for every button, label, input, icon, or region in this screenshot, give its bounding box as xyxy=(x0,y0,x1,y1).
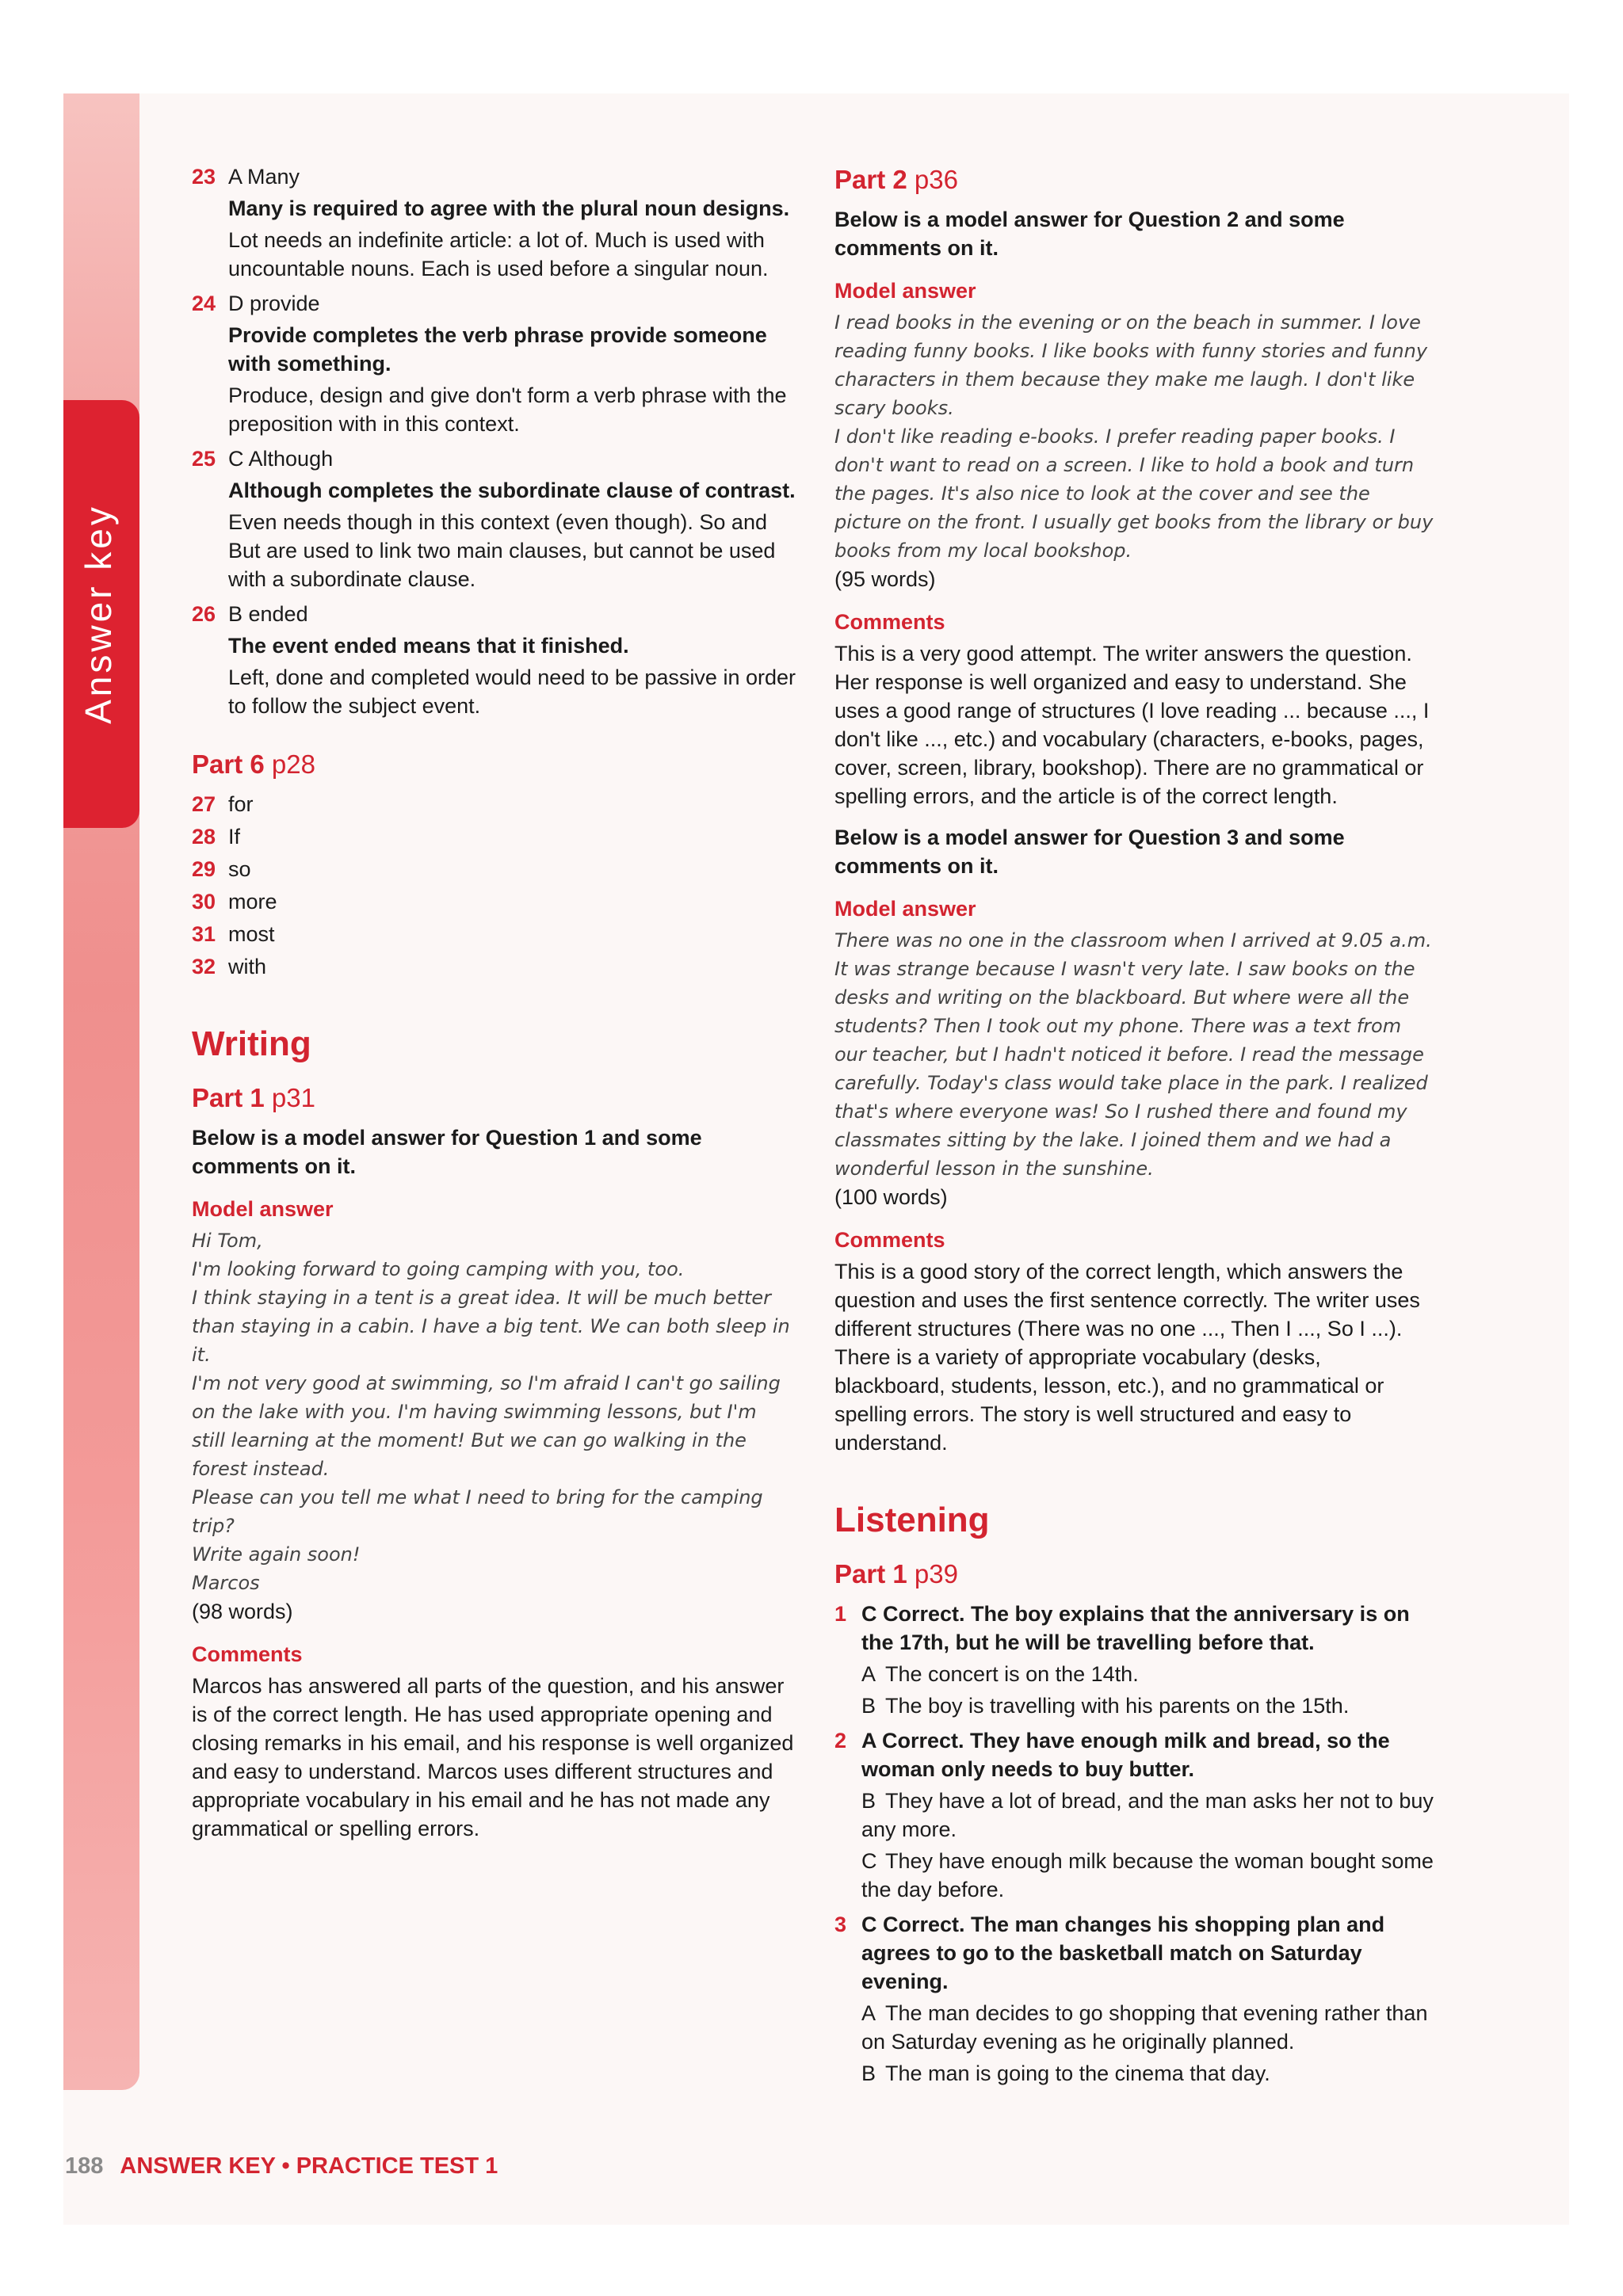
question-number: 1 xyxy=(834,1602,847,1626)
list-item xyxy=(192,952,796,981)
question-number: 27 xyxy=(192,792,216,816)
email-line: I'm looking forward to going camping with you, too. xyxy=(192,1258,685,1280)
question-number: 23 xyxy=(192,165,216,189)
option-text: The boy is travelling with his parents on the 15th. xyxy=(885,1694,1350,1718)
email-line: Write again soon! xyxy=(192,1543,361,1566)
part-6-heading xyxy=(192,747,796,782)
answer-word: so xyxy=(228,857,251,881)
email-line: I think staying in a tent is a great idea. It will be much better than staying in a cabin. I have a big tent. We can both sleep in it. xyxy=(192,1287,790,1366)
listening-part-1-heading xyxy=(834,1557,1435,1592)
list-item xyxy=(192,887,796,916)
part-label: Part 6 xyxy=(192,749,265,779)
part-label: Part 2 xyxy=(834,165,907,194)
word-count: (98 words) xyxy=(192,1600,293,1623)
option-letter: A xyxy=(861,2001,876,2025)
page-footer xyxy=(65,2153,498,2180)
question-answer: C Correct. The boy explains that the anniversary is on the 17th, but he will be travelling before that. xyxy=(861,1602,1410,1654)
answer-word: for xyxy=(228,792,254,816)
question-number: 26 xyxy=(192,602,216,626)
comments-text: This is a good story of the correct length, which answers the question and uses the first sentence correctly. The writer uses different structures (There was no one ..., Then I ..., So I ...). There is a variety of appropriate vocabulary (desks, blackboard, students, lesson, etc.), and no grammatical or spelling errors. The story is well structured and easy to understand. xyxy=(834,1260,1420,1455)
answer-explanation: The event ended means that it finished. xyxy=(228,634,629,658)
question-body xyxy=(228,289,796,441)
listening-question-3 xyxy=(834,1910,1435,2091)
comments-heading: Comments xyxy=(834,1228,945,1252)
question-body xyxy=(861,1910,1435,2091)
question-number: 32 xyxy=(192,955,216,978)
email-line: Hi Tom, xyxy=(192,1230,263,1252)
answer-note: Produce, design and give don't form a verb phrase with the preposition with in this context. xyxy=(228,383,787,436)
answer-explanation: Many is required to agree with the plural noun designs. xyxy=(228,196,790,220)
part-page: p36 xyxy=(914,165,958,194)
question-body xyxy=(861,1726,1435,1907)
answer-note xyxy=(861,1787,1435,1844)
decorative-side-strip xyxy=(63,93,139,2090)
answer-note xyxy=(861,1660,1435,1688)
comments-text: Marcos has answered all parts of the question, and his answer is of the correct length. He has used appropriate opening and closing remarks in his email, and his response is well organized and easy to understand. Marcos uses different structures and appropriate vocabulary in his email and he has not made any grammatical or spelling errors. xyxy=(192,1674,794,1840)
left-column xyxy=(192,162,796,1843)
question-answer: A Many xyxy=(228,165,300,189)
answer-key-tab-label: Answer key xyxy=(78,504,119,724)
part-page: p28 xyxy=(271,749,315,779)
question-number: 30 xyxy=(192,890,216,913)
answer-note: Left, done and completed would need to be passive in order to follow the subject event. xyxy=(228,666,796,718)
model-paragraph: I read books in the evening or on the beach in summer. I love reading funny books. I like books with funny stories and funny characters in them because they make me laugh. I don't like scary books. xyxy=(834,311,1428,419)
part-2-heading xyxy=(834,162,1435,197)
email-line: Marcos xyxy=(192,1572,260,1594)
listening-question-1 xyxy=(834,1600,1435,1723)
comments-heading: Comments xyxy=(834,610,945,634)
part-6-answers xyxy=(192,790,796,981)
question-answer: A Correct. They have enough milk and bread, so the woman only needs to buy butter. xyxy=(861,1729,1390,1781)
answer-word: If xyxy=(228,825,241,849)
answer-note xyxy=(861,1847,1435,1904)
part-label: Part 1 xyxy=(834,1559,907,1589)
question-26 xyxy=(192,600,796,723)
part-label: Part 1 xyxy=(192,1083,265,1112)
question-number: 28 xyxy=(192,825,216,849)
option-text: The concert is on the 14th. xyxy=(885,1662,1139,1686)
question-number: 25 xyxy=(192,447,216,471)
question-body xyxy=(228,444,796,597)
comments-text: This is a very good attempt. The writer answers the question. Her response is well organized and easy to understand. She uses a good range of structures (I love reading ... because ..., I don't like ..., etc.) and vocabulary (characters, e-books, pages, cover, screen, library, bookshop). There are no grammatical or spelling errors, and the article is of the correct length. xyxy=(834,642,1430,808)
model-paragraph: I don't like reading e-books. I prefer reading paper books. I don't want to read on a screen. I like to hold a book and turn the pages. It's also nice to look at the cover and see the picture on the front. I usually get books from the library or buy books from my local bookshop. xyxy=(834,425,1434,562)
question-body xyxy=(861,1600,1435,1723)
list-item xyxy=(192,822,796,851)
model-answer-email xyxy=(192,1226,796,1597)
answer-note xyxy=(861,1999,1435,2056)
list-item xyxy=(192,920,796,948)
question-number: 3 xyxy=(834,1913,847,1936)
question-24 xyxy=(192,289,796,441)
part-2-intro: Below is a model answer for Question 2 and some comments on it. xyxy=(834,208,1345,260)
listening-heading: Listening xyxy=(834,1501,990,1539)
option-text: They have a lot of bread, and the man asks her not to buy any more. xyxy=(861,1789,1434,1841)
question-answer: B ended xyxy=(228,602,308,626)
word-count: (95 words) xyxy=(834,567,936,591)
part-page: p39 xyxy=(914,1559,958,1589)
list-item xyxy=(192,790,796,818)
model-answer-heading: Model answer xyxy=(192,1197,334,1221)
listening-question-2 xyxy=(834,1726,1435,1907)
question-answer: C Correct. The man changes his shopping plan and agrees to go to the basketball match on Saturday evening. xyxy=(861,1913,1385,1993)
answer-note: Lot needs an indefinite article: a lot of. Much is used with uncountable nouns. Each is used before a singular noun. xyxy=(228,228,769,280)
answer-note xyxy=(861,2059,1435,2088)
writing-intro: Below is a model answer for Question 1 and some comments on it. xyxy=(192,1126,702,1178)
page-number: 188 xyxy=(65,2153,104,2179)
option-text: They have enough milk because the woman bought some the day before. xyxy=(861,1849,1434,1901)
option-text: The man is going to the cinema that day. xyxy=(885,2061,1270,2085)
question-25 xyxy=(192,444,796,597)
question-answer: C Although xyxy=(228,447,334,471)
comments-heading: Comments xyxy=(192,1642,303,1666)
option-letter: A xyxy=(861,1662,876,1686)
word-count: (100 words) xyxy=(834,1185,948,1209)
part-page: p31 xyxy=(271,1083,315,1112)
question-body xyxy=(228,162,796,286)
question-3-intro: Below is a model answer for Question 3 and some comments on it. xyxy=(834,826,1345,878)
question-number: 31 xyxy=(192,922,216,946)
list-item xyxy=(192,855,796,883)
answer-word: more xyxy=(228,890,277,913)
footer-title: ANSWER KEY • PRACTICE TEST 1 xyxy=(120,2153,498,2179)
right-column xyxy=(834,162,1435,2094)
question-number: 2 xyxy=(834,1729,847,1753)
option-text: The man decides to go shopping that evening rather than on Saturday evening as he originally planned. xyxy=(861,2001,1428,2054)
model-answer-heading: Model answer xyxy=(834,279,976,303)
option-letter: B xyxy=(861,2061,876,2085)
writing-part-1-heading xyxy=(192,1081,796,1116)
question-answer: D provide xyxy=(228,292,320,315)
answer-note: Even needs though in this context (even though). So and But are used to link two main clauses, but cannot be used with a subordinate clause. xyxy=(228,510,776,591)
answer-word: most xyxy=(228,922,275,946)
option-letter: C xyxy=(861,1849,877,1873)
question-number: 24 xyxy=(192,292,216,315)
answer-note xyxy=(861,1691,1435,1720)
option-letter: B xyxy=(861,1694,876,1718)
option-letter: B xyxy=(861,1789,876,1813)
question-number: 29 xyxy=(192,857,216,881)
model-answer-heading: Model answer xyxy=(834,897,976,921)
writing-heading: Writing xyxy=(192,1024,311,1063)
model-answer-text: There was no one in the classroom when I arrived at 9.05 a.m. It was strange because I wasn't very late. I saw books on the desks and writing on the blackboard. But where were all the students? Then I took out my phone. There was a text from our teacher, but I hadn't noticed it before. I read the message carefully. Today's class would take place in the park. I realized that's where everyone was! So I rushed there and found my classmates sitting by the lake. I joined them and we had a wonderful lesson in the sunshine. xyxy=(834,929,1432,1180)
answer-explanation: Provide completes the verb phrase provide someone with something. xyxy=(228,323,767,376)
question-23 xyxy=(192,162,796,286)
email-line: I'm not very good at swimming, so I'm afraid I can't go sailing on the lake with you. I'm having swimming lessons, but I'm still learning at the moment! But we can go walking in the forest instead. xyxy=(192,1372,781,1480)
email-line: Please can you tell me what I need to bring for the camping trip? xyxy=(192,1486,763,1537)
question-body xyxy=(228,600,796,723)
answer-explanation: Although completes the subordinate clause of contrast. xyxy=(228,479,796,502)
model-answer-text xyxy=(834,308,1435,565)
answer-word: with xyxy=(228,955,267,978)
